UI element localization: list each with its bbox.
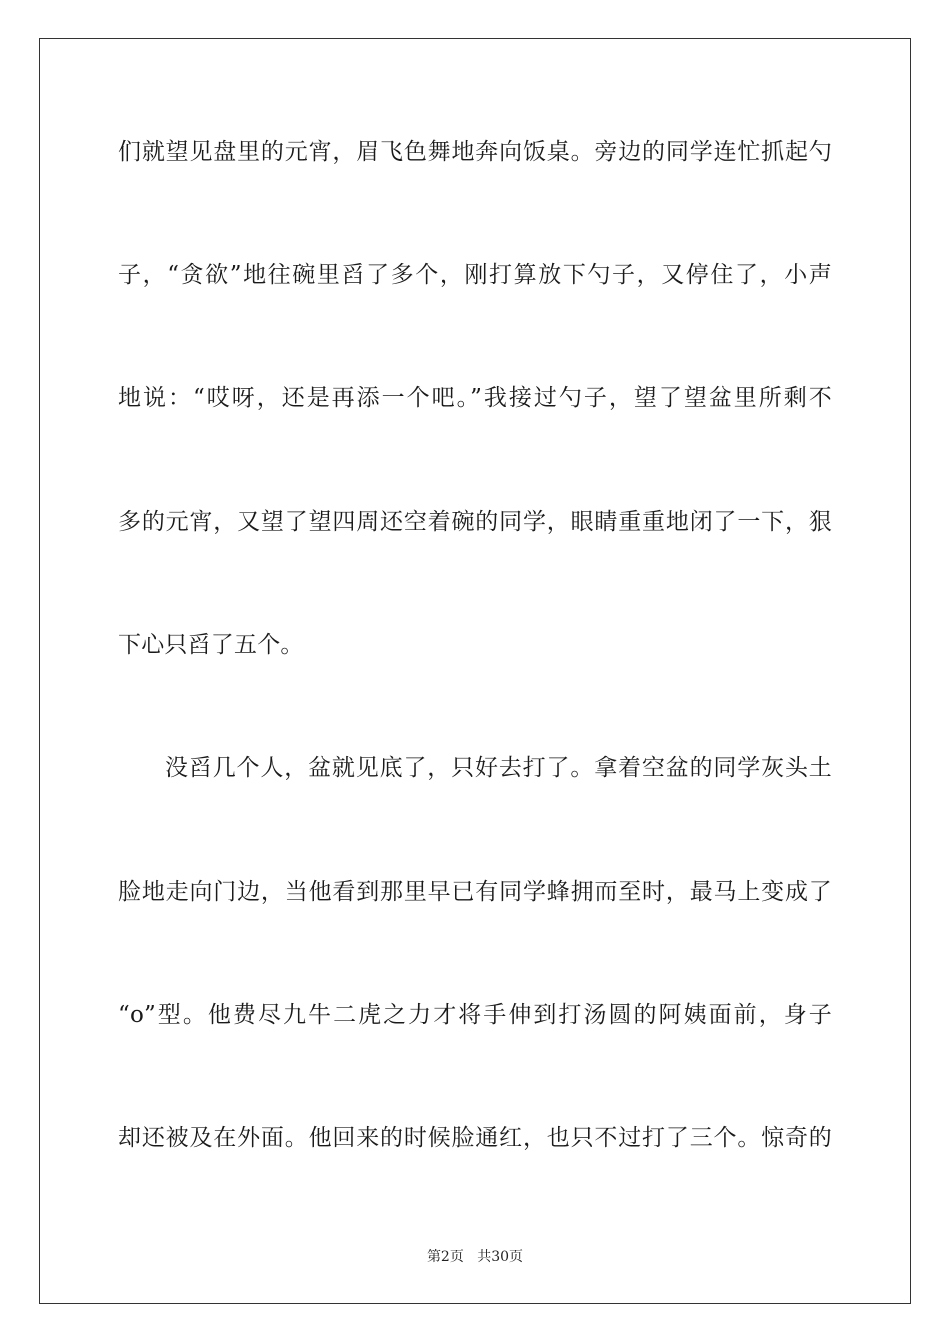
text-line: 下心只舀了五个。 — [118, 632, 304, 658]
text-line: “o”型。他费尽九牛二虎之力才将手伸到打汤圆的阿姨面前，身子 — [118, 1002, 832, 1028]
text-line: 子，“贪欲”地往碗里舀了多个，刚打算放下勺子，又停住了，小声 — [118, 262, 832, 288]
text-line: 地说：“哎呀，还是再添一个吧。”我接过勺子，望了望盆里所剩不 — [118, 385, 832, 411]
page-frame — [39, 38, 911, 1304]
text-line: 多的元宵，又望了望四周还空着碗的同学，眼睛重重地闭了一下，狠 — [118, 509, 832, 535]
text-line: 们就望见盘里的元宵，眉飞色舞地奔向饭桌。旁边的同学连忙抓起勺 — [118, 139, 832, 165]
text-line: 脸地走向门边，当他看到那里早已有同学蜂拥而至时，最马上变成了 — [118, 879, 832, 905]
paragraph-first-line: 没舀几个人，盆就见底了，只好去打了。拿着空盆的同学灰头土 — [165, 755, 832, 781]
page-footer — [0, 1247, 950, 1267]
text-line: 却还被及在外面。他回来的时候脸通红，也只不过打了三个。惊奇的 — [118, 1125, 832, 1151]
page-total: 共30页 — [477, 1249, 524, 1265]
page-number: 第2页 — [426, 1249, 464, 1265]
